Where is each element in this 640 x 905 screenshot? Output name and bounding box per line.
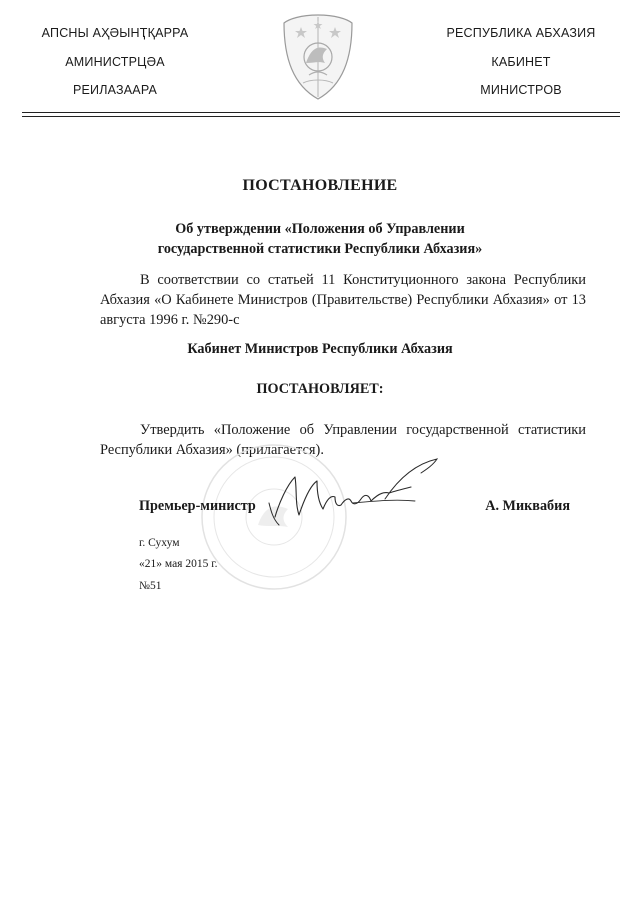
header-rule-bottom [22, 116, 620, 117]
issuer-line: Кабинет Министров Республики Абхазия [187, 341, 453, 357]
header-right-line-3: МИНИСТРОВ [480, 83, 562, 97]
coat-of-arms-icon [281, 13, 355, 101]
resolves-heading: ПОСТАНОВЛЯЕТ: [256, 381, 384, 397]
header-right-line-1: РЕСПУБЛИКА АБХАЗИЯ [446, 26, 596, 40]
body-text: Утвердить «Положение об Управлении государственной статистики Республики Абхазия» (прилагается). [100, 422, 586, 458]
signatory-position: Премьер-министр [139, 498, 256, 514]
signatory-name: А. Миквабия [485, 498, 570, 514]
document-number: №51 [139, 580, 162, 592]
document-subject [0, 219, 640, 259]
issue-place: г. Сухум [139, 537, 180, 549]
handwritten-signature-icon [265, 455, 445, 530]
header-right-line-2: КАБИНЕТ [491, 55, 551, 69]
issue-date: «21» мая 2015 г. [139, 558, 218, 570]
preamble-paragraph [100, 270, 586, 330]
header-left-line-3: РЕИЛАЗААРА [72, 83, 158, 97]
header-left-line-1: АПСНЫ АҲӘЫНҬҚАРРА [41, 26, 189, 40]
header-rule-top [22, 112, 620, 113]
subject-line-2: государственной статистики Республики Абхазия» [157, 241, 483, 257]
header-left-line-2: АМИНИСТРЦӘА [65, 55, 165, 69]
preamble-text: В соответствии со статьей 11 Конституционного закона Республики Абхазия «О Кабинете Министров (Правительстве) Республики Абхазия» от 13 августа 1996 г. №290-с [100, 272, 586, 328]
subject-line-1: Об утверждении «Положения об Управлении [175, 221, 465, 237]
document-title: ПОСТАНОВЛЕНИЕ [242, 177, 398, 194]
